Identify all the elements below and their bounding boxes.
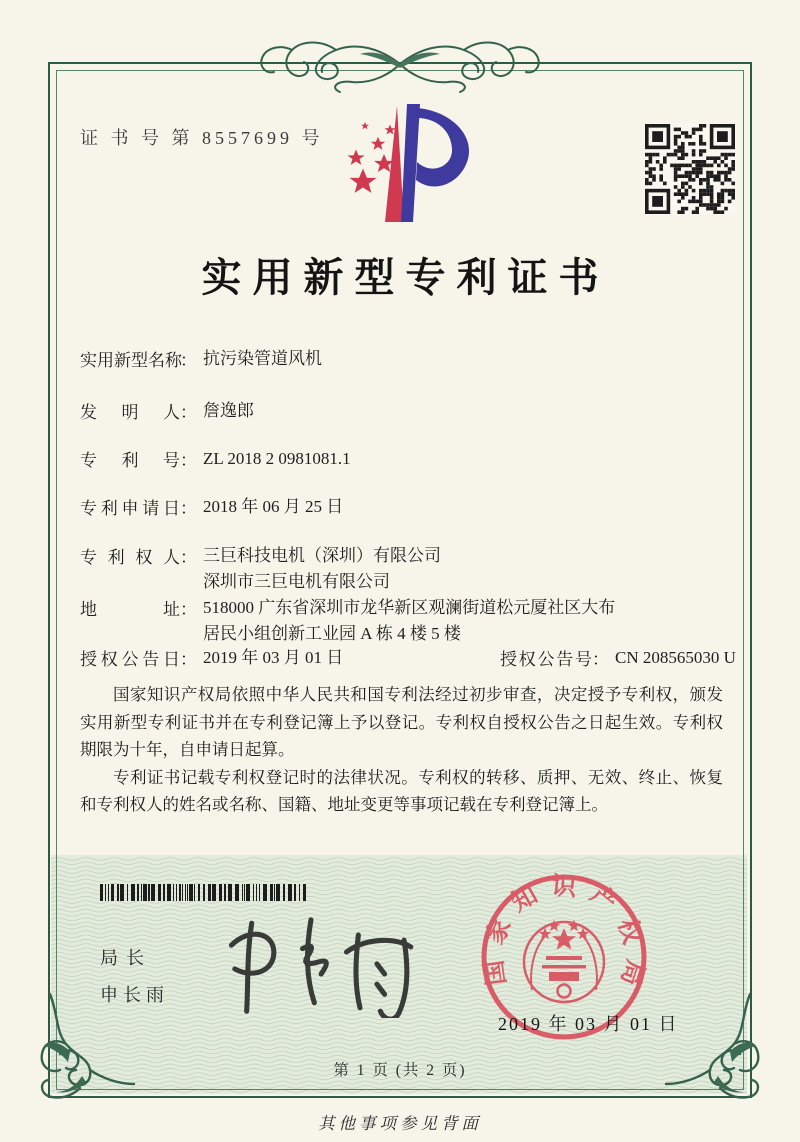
seal-date: 2019 年 03 月 01 日 xyxy=(498,1014,679,1034)
field-grant-number xyxy=(500,645,736,671)
page-indicator: 第 1 页 (共 2 页) xyxy=(333,1062,467,1079)
field-row-filing-date xyxy=(80,494,343,520)
field-colon: ： xyxy=(592,650,609,669)
field-colon: ： xyxy=(180,451,197,470)
legal-paragraph-2: 专利证书记载专利权登记时的法律状况。专利权的转移、质押、无效、终止、恢复和专利权人的姓名或名称、国籍、地址变更等事项记载在专利登记簿上。 xyxy=(80,767,723,814)
field-colon: ： xyxy=(180,351,197,370)
field-colon: ： xyxy=(180,403,197,422)
field-row-grant xyxy=(80,645,736,671)
field-value: ZL 2018 2 0981081.1 xyxy=(203,449,351,468)
patentee-line1: 三巨科技电机（深圳）有限公司 xyxy=(203,546,441,565)
commissioner-title: 局长 xyxy=(100,948,152,968)
field-value: 抗污染管道风机 xyxy=(203,349,322,368)
legal-paragraph-1: 国家知识产权局依照中华人民共和国专利法经过初步审查，决定授予专利权，颁发实用新型专利证书并在专利登记簿上予以登记。专利权自授权公告之日起生效。专利权期限为十年，自申请日起算。 xyxy=(80,685,723,759)
field-row-inventor xyxy=(80,398,254,424)
back-side-note: 其他事项参见背面 xyxy=(318,1114,482,1133)
field-label: 地址 xyxy=(80,600,180,619)
cnipa-logo-icon xyxy=(330,100,474,230)
national-emblem-icon xyxy=(524,921,604,1003)
patentee-line2: 深圳市三巨电机有限公司 xyxy=(203,572,390,591)
handwritten-signature-icon xyxy=(222,908,427,1018)
field-value: CN 208565030 U xyxy=(615,648,736,667)
field-value: 2018 年 06 月 25 日 xyxy=(203,497,344,516)
address-line2: 居民小组创新工业园 A 栋 4 楼 5 楼 xyxy=(203,624,461,643)
certificate-title: 实用新型专利证书 xyxy=(201,255,610,300)
field-colon: ： xyxy=(180,650,197,669)
address-line1: 518000 广东省深圳市龙华新区观澜街道松元厦社区大布 xyxy=(203,598,616,617)
commissioner-name: 申长雨 xyxy=(100,985,169,1005)
field-row-patentee xyxy=(80,543,441,595)
field-label: 专利申请日 xyxy=(80,499,180,518)
field-label: 实用新型名称 xyxy=(80,351,182,370)
corner-flourish-ornament xyxy=(36,992,136,1104)
field-row-patent-number xyxy=(80,446,351,472)
field-value xyxy=(203,543,441,595)
field-row-utility-model-name xyxy=(80,346,322,372)
field-label: 授权公告日 xyxy=(80,650,180,669)
qr-code-icon xyxy=(644,123,736,215)
field-value xyxy=(203,595,615,647)
field-value: 詹逸郎 xyxy=(203,401,254,420)
top-scrollwork-ornament xyxy=(252,34,548,94)
field-row-address xyxy=(80,595,615,647)
field-label: 专利号 xyxy=(80,451,180,470)
seal-agency-text: 国家知识产权局 xyxy=(479,872,649,1001)
field-colon: ： xyxy=(180,499,197,518)
field-label: 授权公告号 xyxy=(500,650,592,669)
field-colon: ： xyxy=(180,600,197,619)
certificate-number: 证 书 号 第 8557699 号 xyxy=(80,128,324,148)
barcode-icon xyxy=(100,884,306,901)
legal-statement xyxy=(80,681,723,819)
corner-flourish-ornament xyxy=(664,992,764,1104)
field-label: 发明人 xyxy=(80,403,180,422)
field-colon: ： xyxy=(180,548,197,567)
field-label: 专利权人 xyxy=(80,548,180,567)
field-value: 2019 年 03 月 01 日 xyxy=(203,648,344,667)
